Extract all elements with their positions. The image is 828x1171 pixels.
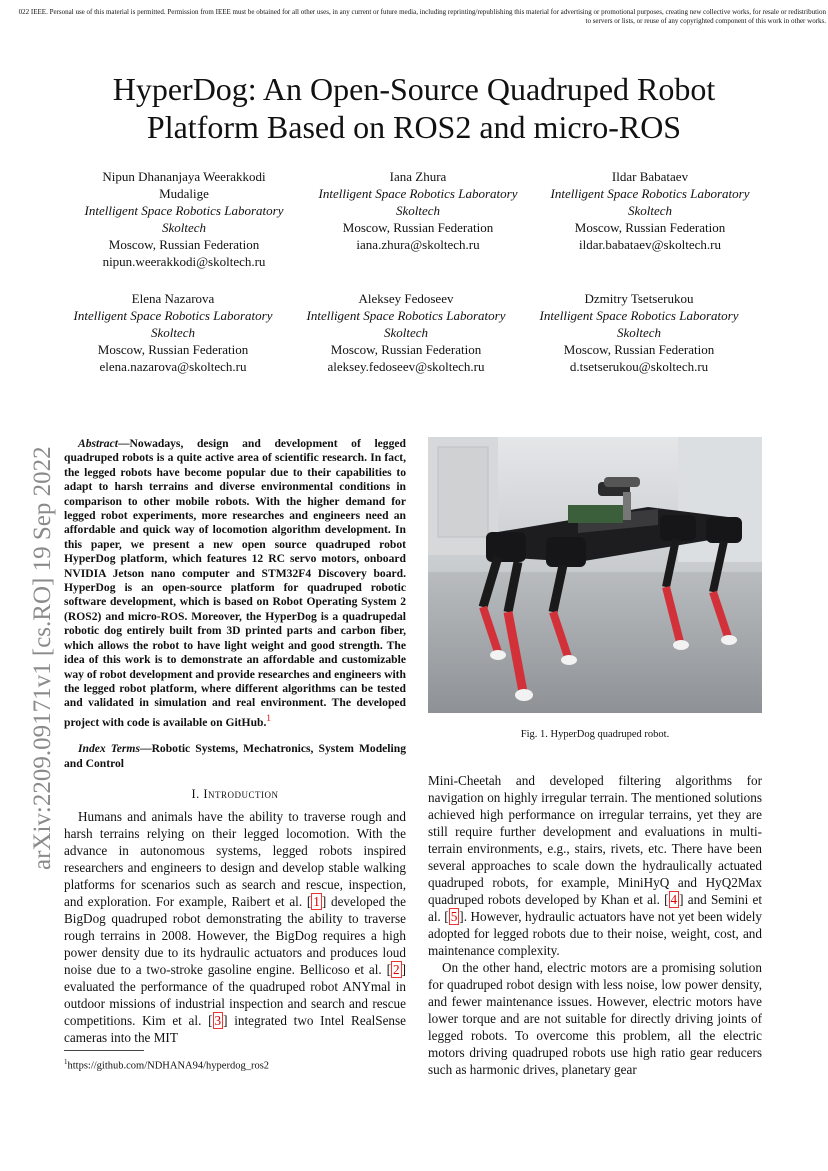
author-name: Ildar Babataev [611,169,689,184]
author-email[interactable]: aleksey.fedoseev@skoltech.ru [327,359,485,374]
citation-link[interactable]: 3 [214,1013,222,1028]
abstract [64,437,406,730]
copyright-line-2: to servers or lists, or reuse of any copyrighted component of this work in other works. [585,17,826,25]
citation-link[interactable]: 1 [313,894,320,909]
author-name-cont: Mudalige [159,186,209,201]
author-location: Moscow, Russian Federation [97,342,249,357]
author-institute: Skoltech [395,203,441,218]
intro-right-column [428,772,762,1078]
footnote [64,1056,406,1073]
author-email[interactable]: d.tsetserukou@skoltech.ru [569,359,709,374]
paragraph-text: integrated two Intel RealSense cameras into the MIT [64,1013,406,1045]
author-block [298,168,538,253]
author-location: Moscow, Russian Federation [342,220,494,235]
index-terms-lead: Index Terms [78,742,140,755]
author-location: Moscow, Russian Federation [574,220,726,235]
paragraph-text: Humans and animals have the ability to traverse rough and harsh terrains relying on their legged locomotion. With the advance in autonomous systems, legged robots inspired researchers and engineers to design and develop stable walking platforms for scenarios such as search and rescue, inspection, and exploration. For example, Raibert et al. [64,809,406,909]
author-block [519,290,759,375]
author-block [286,290,526,375]
figure-caption: Fig. 1. HyperDog quadruped robot. [520,729,670,740]
footnote-mark: 1 [64,1058,68,1066]
index-terms [64,741,406,771]
citation-link[interactable]: 4 [670,892,678,907]
author-block [53,290,293,375]
copyright-line-1: 022 IEEE. Personal use of this material is permitted. Permission from IEEE must be obtained for all other uses, in any current or future media, including reprinting/republishing this material for advertising or promotional purposes, creating new collective works, for resale or redistribution [18,8,826,16]
author-block [530,168,770,253]
author-institute: Skoltech [383,325,429,340]
section-title: Introduction [203,787,279,801]
author-name: Iana Zhura [389,169,447,184]
author-location: Moscow, Russian Federation [330,342,482,357]
copyright-notice [0,8,826,26]
paragraph-text: developed the BigDog quadruped robot demonstrating the ability to traverse rough terrains in 2008. However, the BigDog requires a high power density due to its hydraulic actuators and produces loud noise due to a two-stroke gasoline engine. Bellicoso et al. [64,894,407,977]
author-lab: Intelligent Space Robotics Laboratory [84,203,284,218]
author-lab: Intelligent Space Robotics Laboratory [550,186,750,201]
abstract-text: —Nowadays, design and development of legged quadruped robots is a quite active area of scientific research. In fact, the legged robots have become popular due to their capabilities to adapt to harsh terrains and diverse environmental conditions in comparison to other mobile robots. With the higher demand for legged robot experiments, more researches and engineers need an affordable and quick way of locomotion algorithm development. In this paper, we present a new open source quadruped robot HyperDog platform, which features 12 RC servo motors, onboard NVIDIA Jetson nano computer and STM32F4 Discovery board. HyperDog is an open-source platform for quadruped robotic software development, which is based on Robot Operating System 2 (ROS2) and micro-ROS. Moreover, the HyperDog is a quadrupedal robotic dog entirely built from 3D printed parts and carbon fiber, which allows the robot to have light weight and good strength. The idea of this work is to demonstrate an affordable and customizable way of robot development and provide researches and engineers with the legged robot platform, where different algorithms can be tested and validated in simulation and real environment. The developed project with code is available on GitHub. [64,437,406,729]
title-line-1: HyperDog: An Open-Source Quadruped Robot [112,71,716,107]
intro-paragraph: Humans and animals have the ability to traverse rough and harsh terrains relying on their legged locomotion. With the advance in autonomous systems, legged robots inspired researchers and engineers to design and develop stable walking platforms for scenarios such as search and rescue, inspection, and exploration. For example, Raibert et al. [ 1 ] developed the BigDog quadruped robot demonstrating the ability to traverse rough terrains in 2008. However, the BigDog requires a high power density due to its hydraulic actuators and produces loud noise due to a two-stroke gasoline engine. Bellicoso et al. [ 2 ] evaluated the performance of the quadruped robot ANYmal in outdoor missions of industrial inspection and search and rescue competitions. Kim et al. [ 3 ] integrated two Intel RealSense cameras into the MIT [64,809,407,1045]
author-email[interactable]: elena.nazarova@skoltech.ru [99,359,247,374]
title-line-2: Platform Based on ROS2 and micro-ROS [146,109,682,145]
author-name: Nipun Dhananjaya Weerakkodi [102,169,266,184]
footnote-link[interactable]: 1 [266,712,271,723]
author-email[interactable]: nipun.weerakkodi@skoltech.ru [102,254,266,269]
author-location: Moscow, Russian Federation [108,237,260,252]
paper-title [40,70,788,146]
section-heading [64,787,406,802]
paragraph-text: . However, hydraulic actuators have not yet been widely adopted for legged robots due to their noise, weight, cost, and maintenance complexity. [428,909,762,958]
footnote-divider [64,1050,144,1051]
intro-paragraph: Mini-Cheetah and developed filtering algorithms for navigation on highly irregular terrain. The mentioned solutions achieved high performance on irregular terrains, yet they are still require further development and evaluations in multi-terrain environments, e.g., stairs, rivets, etc. There have been several approaches to scale down the hydraulically actuated quadruped robots, for example, MiniHyQ and HyQ2Max quadruped robots developed by Khan et al. [ 4 ] and Semini et al. [ 5 ]. However, hydraulic actuators have not yet been widely adopted for legged robots due to their noise, weight, cost, and maintenance complexity. [428,773,762,958]
section-number: I. [191,787,200,801]
intro-left-column [64,808,406,1046]
author-email[interactable]: ildar.babataev@skoltech.ru [579,237,721,252]
author-name: Aleksey Fedoseev [358,291,454,306]
author-location: Moscow, Russian Federation [563,342,715,357]
author-email[interactable]: iana.zhura@skoltech.ru [356,237,480,252]
footnote-url[interactable]: https://github.com/NDHANA94/hyperdog_ros2 [67,1060,270,1072]
paragraph-text: and Semini et al. [428,892,762,924]
author-lab: Intelligent Space Robotics Laboratory [318,186,518,201]
author-institute: Skoltech [627,203,673,218]
index-terms-text: —Robotic Systems, Mechatronics, System Modeling and Control [64,742,406,770]
author-institute: Skoltech [161,220,207,235]
author-institute: Skoltech [150,325,196,340]
author-institute: Skoltech [616,325,662,340]
hyperdog-robot-illustration [428,437,762,713]
robot-photo [428,437,762,713]
paragraph-text: On the other hand, electric motors are a promising solution for quadruped robot design with less noise, low power density, and fewer maintenance issues. However, electric motors have lower torque and are not suitable for directly driving joints of legged robots. To overcome this problem, all the electric motors driving quadruped robots use high ratio gear reducers such as harmonic drives, planetary gear [428,960,762,1077]
intro-paragraph [428,959,762,1078]
paragraph-text: evaluated the performance of the quadruped robot ANYmal in outdoor missions of industrial inspection and search and rescue competitions. Kim et al. [64,979,406,1028]
author-block [64,168,304,270]
author-lab: Intelligent Space Robotics Laboratory [306,308,506,323]
citation-link[interactable]: 2 [393,962,400,977]
abstract-lead: Abstract [78,437,118,450]
author-name: Dzmitry Tsetserukou [584,291,694,306]
paragraph-text: Mini-Cheetah and developed filtering algorithms for navigation on highly irregular terrain. The mentioned solutions achieved high performance on irregular terrains, yet they are still require further development and evaluations in multi-terrain environments, e.g., stairs, rivets, etc. There have been several approaches to scale down the hydraulically actuated quadruped robots, for example, MiniHyQ and HyQ2Max quadruped robots developed by Khan et al. [428,773,762,907]
author-name: Elena Nazarova [131,291,215,306]
author-lab: Intelligent Space Robotics Laboratory [539,308,739,323]
author-lab: Intelligent Space Robotics Laboratory [73,308,273,323]
arxiv-identifier: arXiv:2209.09171v1 [cs.RO] 19 Sep 2022 [29,446,56,870]
citation-link[interactable]: 5 [450,909,458,924]
